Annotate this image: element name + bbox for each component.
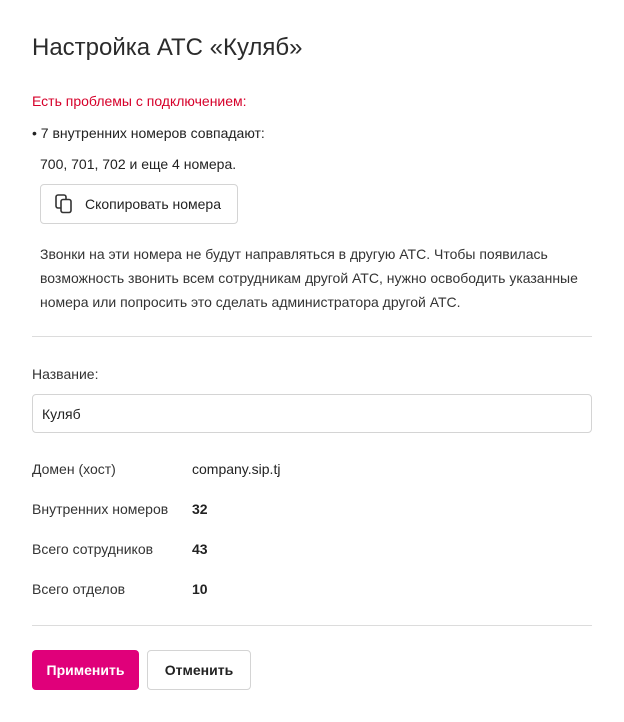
problem-description: Звонки на эти номера не будут направляться в другую АТС. Чтобы появилась возможность звонить всем сотрудникам другой АТС, нужно освободить указанные номера или попросить это сделать администратора другой АТС. (40, 246, 578, 310)
name-input[interactable] (32, 394, 592, 433)
departments-label: Всего отделов (32, 581, 126, 597)
copy-numbers-button[interactable] (40, 184, 238, 224)
copy-numbers-label: Скопировать номера (85, 196, 222, 212)
domain-label: Домен (хост) (32, 461, 116, 477)
divider (32, 336, 592, 337)
employees-label: Всего сотрудников (32, 541, 154, 557)
departments-value: 10 (192, 581, 208, 597)
page-title: Настройка АТС «Куляб» (32, 34, 303, 61)
employees-value: 43 (192, 541, 208, 557)
name-label: Название: (32, 366, 99, 382)
extensions-value: 32 (192, 501, 208, 517)
copy-icon (55, 194, 73, 214)
domain-value: company.sip.tj (192, 461, 281, 477)
apply-button[interactable]: Применить (32, 650, 139, 690)
divider (32, 625, 592, 626)
cancel-button[interactable]: Отменить (147, 650, 251, 690)
conflict-bullet: • 7 внутренних номеров совпадают: (32, 125, 265, 141)
connection-problem-heading: Есть проблемы с подключением: (32, 93, 247, 109)
extensions-label: Внутренних номеров (32, 501, 169, 517)
conflicting-numbers: 700, 701, 702 и еще 4 номера. (40, 156, 237, 172)
